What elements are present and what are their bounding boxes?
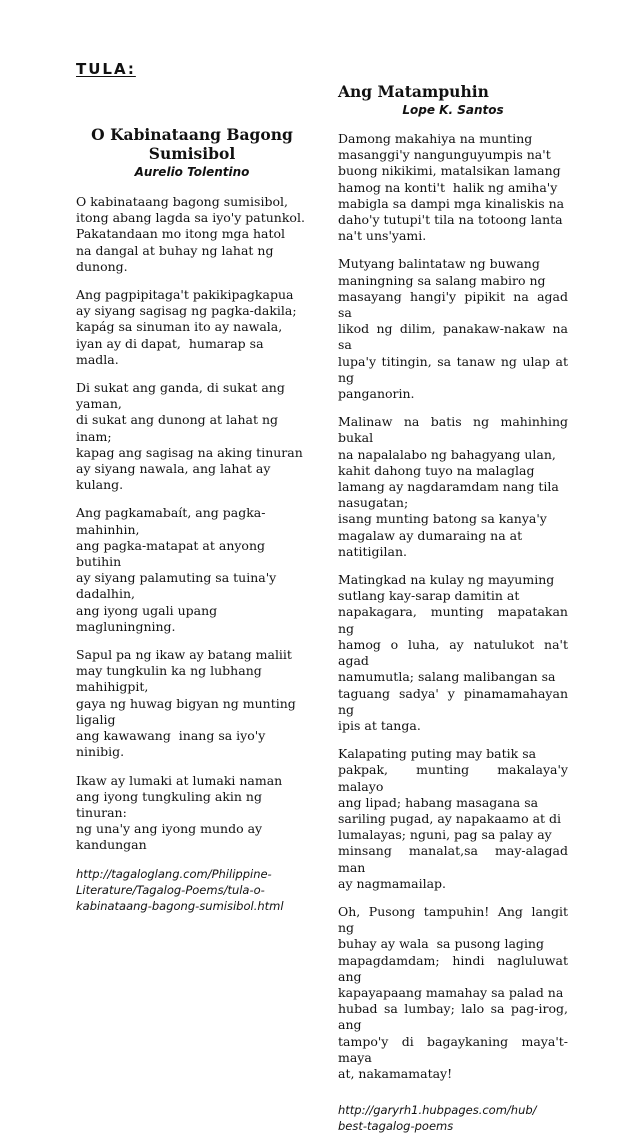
poem-line: sariling pugad, ay napakaamo at di <box>338 810 562 826</box>
poem-line: mahihigpit, <box>76 679 149 695</box>
poem-line: na dangal at buhay ng lahat ng <box>76 242 274 258</box>
poem-line: Ang pagkamabaít, ang pagka- <box>76 505 266 521</box>
poem-line: isang munting batong sa kanya'y <box>338 511 547 527</box>
poem-line: iyan ay di dapat, humarap sa madla. <box>76 335 268 367</box>
poem-line: ang iyong tungkuling akin ng tinuran: <box>76 788 266 820</box>
poem-line: ligalig <box>76 711 116 727</box>
poem-line: na napalalabo ng bahagyang ulan, <box>338 446 556 462</box>
poem-line: Mutyang balintataw ng buwang <box>338 256 540 272</box>
poem-line: hamog o luha, ay natulukot na't agad <box>338 636 572 669</box>
stanza <box>338 746 572 892</box>
poem-line: Oh, Pusong tampuhin! Ang langit ng <box>338 903 572 936</box>
poem-line: buhay ay wala sa pusong laging <box>338 936 544 952</box>
poem-line: dadalhin, <box>76 586 135 602</box>
poem-line: kandungan <box>76 837 147 853</box>
poem-line: gaya ng huwag bigyan ng munting <box>76 695 296 711</box>
poem-line: Sapul pa ng ikaw ay batang maliit <box>76 647 292 663</box>
poem-line: natitigilan. <box>338 543 408 559</box>
poem-line: magalaw ay dumaraing na at <box>338 527 523 543</box>
poem-line: ng una'y ang iyong mundo ay <box>76 821 263 837</box>
poem-line: O kabinataang bagong sumisibol, <box>76 194 288 209</box>
poem-line: ang iyong ugali upang magluningning. <box>76 602 222 634</box>
poem-line: ay nagmamailap. <box>338 875 447 891</box>
poem-line: ang kawawang inang sa iyo'y ninibig. <box>76 728 270 760</box>
source-line: Literature/Tagalog-Poems/tula-o- <box>76 882 265 897</box>
source-line: best-tagalog-poems <box>338 1119 454 1134</box>
poem-line: kapayapaang mamahay sa palad na <box>338 984 564 1000</box>
stanza <box>76 647 308 760</box>
source-link[interactable] <box>338 1102 568 1134</box>
poem-line: mabigla sa dampi mga kinaliskis na <box>338 195 565 211</box>
poem-line: panganorin. <box>338 386 415 402</box>
section-header: TULA: <box>76 60 136 78</box>
poem-author: Lope K. Santos <box>402 103 504 117</box>
poem-line: minsang manalat,sa may-alagad man <box>338 843 572 875</box>
title-line: Sumisibol <box>148 144 236 163</box>
poem-right-column <box>338 82 572 1134</box>
source-line: http://tagaloglang.com/Philippine- <box>76 866 272 881</box>
poem-line: Matingkad na kulay ng mayuming <box>338 572 555 588</box>
poem-line: ay siyang sagisag ng pagka-dakila; <box>76 303 297 319</box>
poem-line: tampo'y di bagaykaning maya't-maya <box>338 1033 568 1065</box>
title-line: Ang Matampuhin <box>338 82 489 101</box>
stanza <box>76 287 308 368</box>
poem-line: at, nakamamatay! <box>338 1065 453 1081</box>
source-line: kabinataang-bagong-sumisibol.html <box>76 898 284 913</box>
poem-line: hamog na konti't halik ng amiha'y <box>338 179 558 195</box>
poem-line: na't uns'yami. <box>338 228 427 244</box>
poem-line: lupa'y titingin, sa tanaw ng ulap at ng <box>338 353 572 385</box>
poem-line: Malinaw na batis ng mahinhing bukal <box>338 414 572 446</box>
stanza <box>338 414 572 560</box>
poem-line: nasugatan; <box>338 495 409 511</box>
stanza <box>338 256 572 402</box>
poem-title <box>76 125 308 163</box>
poem-line: mahinhin, <box>76 521 140 537</box>
poem-line: lumalayas; nguni, pag sa palay ay <box>338 827 552 843</box>
source-line: http://garyrh1.hubpages.com/hub/ <box>338 1103 537 1118</box>
poem-body <box>338 131 572 1082</box>
poem-line: kulang. <box>76 477 124 493</box>
stanza <box>338 572 572 734</box>
poem-line: Ang pagpipitaga't pakikipagkapua <box>76 287 294 303</box>
poem-line: pakpak, munting makalaya'y malayo <box>338 762 572 794</box>
poem-line: masayang hangi'y pipikit na agad sa <box>338 288 572 321</box>
poem-line: kahit dahong tuyo na malaglag <box>338 462 535 478</box>
poem-line: namumutla; salang malibangan sa <box>338 669 556 685</box>
stanza <box>338 131 568 244</box>
stanza <box>338 903 572 1082</box>
poem-line: ay siyang nawala, ang lahat ay <box>76 461 271 477</box>
poem-line: hubad sa lumbay; lalo sa pag-irog, ang <box>338 1001 572 1033</box>
poem-left-column <box>76 125 308 914</box>
poem-line: ang pagka-matapat at anyong butihin <box>76 537 269 570</box>
stanza <box>76 773 308 854</box>
poem-line: Kalapating puting may batik sa <box>338 746 537 762</box>
title-line: O Kabinataang Bagong <box>91 125 293 144</box>
poem-line: Pakatandaan mo itong mga hatol <box>76 226 286 242</box>
stanza <box>76 380 308 493</box>
poem-line: mapagdamdam; hindi nagluluwat ang <box>338 952 572 984</box>
poem-line: Ikaw ay lumaki at lumaki naman <box>76 772 283 788</box>
poem-line: likod ng dilim, panakaw-nakaw na sa <box>338 321 572 353</box>
poem-line: ipis at tanga. <box>338 717 421 733</box>
poem-body <box>76 194 308 854</box>
poem-line: di sukat ang dunong at lahat ng inam; <box>76 412 283 444</box>
poem-line: kapág sa sinuman ito ay nawala, <box>76 319 283 335</box>
source-link[interactable] <box>76 866 308 914</box>
poem-line: daho'y tutupi't tila na totoong lanta <box>338 212 563 228</box>
poem-author: Aurelio Tolentino <box>134 165 250 179</box>
poem-line: sutlang kay-sarap damitin at <box>338 588 520 604</box>
poem-line: itong abang lagda sa iyo'y patunkol. <box>76 210 305 226</box>
stanza <box>76 194 308 275</box>
poem-line: may tungkulin ka ng lubhang <box>76 663 262 679</box>
poem-line: masanggi'y nangunguyumpis na't <box>338 147 551 163</box>
poem-line: dunong. <box>76 258 128 274</box>
poem-line: napakagara, munting mapatakan ng <box>338 604 572 636</box>
poem-line: lamang ay nagdaramdam nang tila <box>338 479 559 495</box>
poem-line: Damong makahiya na munting <box>338 131 533 146</box>
poem-line: maningning sa salang mabiro ng <box>338 272 546 288</box>
poem-line: ay siyang palamuting sa tuina'y <box>76 570 277 586</box>
poem-line: ang lipad; habang masagana sa <box>338 794 539 810</box>
poem-line: yaman, <box>76 396 122 412</box>
poem-line: kapag ang sagisag na aking tinuran <box>76 444 303 460</box>
poem-title <box>338 82 568 101</box>
poem-line: taguang sadya' y pinamamahayan ng <box>338 685 572 717</box>
stanza <box>76 505 308 635</box>
poem-line: Di sukat ang ganda, di sukat ang <box>76 380 285 396</box>
poem-line: buong nikikimi, matalsikan lamang <box>338 163 561 179</box>
